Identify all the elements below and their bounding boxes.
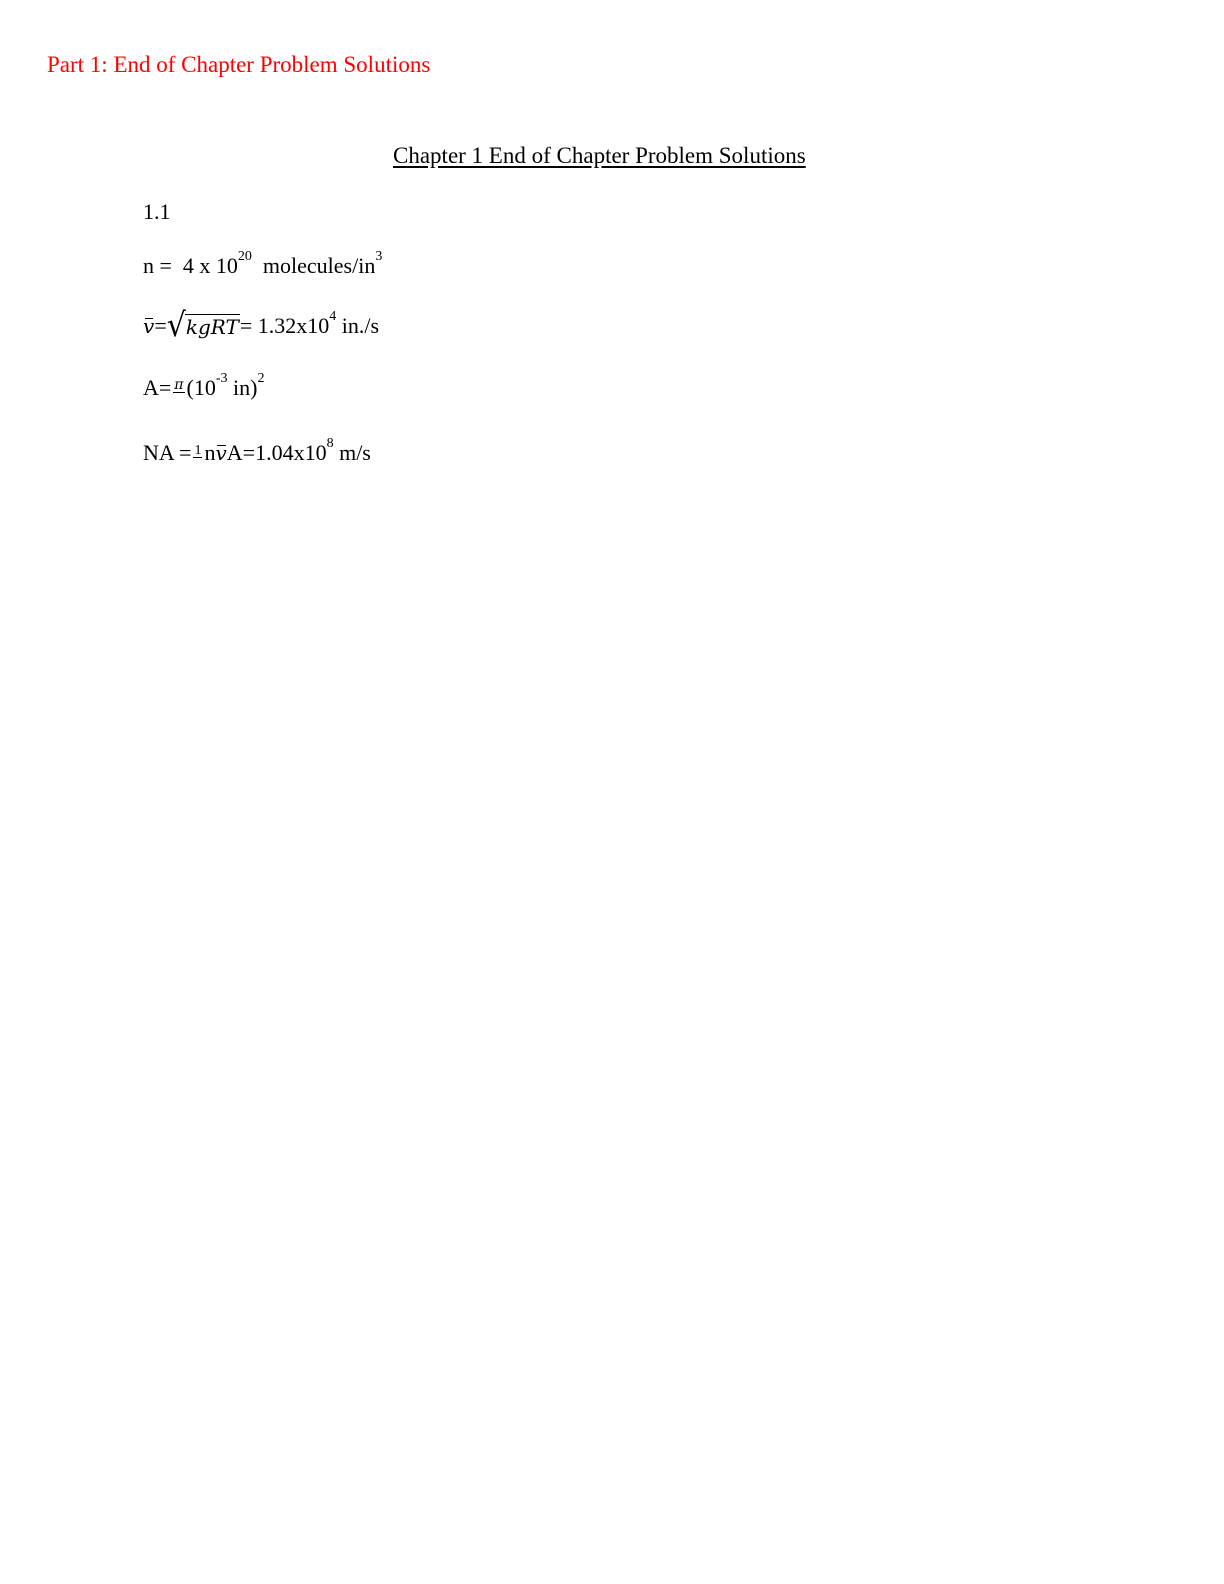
radical-sign: √ bbox=[166, 306, 186, 345]
eq4-velocity-bar: v bbox=[215, 441, 227, 465]
frac-bar bbox=[193, 457, 202, 466]
eq1-coef: 4 x 10 bbox=[182, 253, 238, 278]
eq2-exp: 4 bbox=[329, 309, 337, 324]
eq3-exp: -3 bbox=[215, 371, 228, 386]
eq1-unit-exp: 3 bbox=[375, 249, 383, 264]
frac-numerator: 1 bbox=[194, 442, 202, 458]
eq1-exp: 20 bbox=[237, 249, 252, 264]
frac-bar bbox=[173, 392, 184, 401]
eq2-result: = 1.32x10 bbox=[239, 313, 330, 338]
chapter-title: Chapter 1 End of Chapter Problem Solutions bbox=[393, 143, 806, 168]
equation-flux bbox=[143, 436, 371, 466]
eq2-unit: in./s bbox=[341, 313, 380, 338]
equation-mean-velocity bbox=[143, 306, 380, 345]
eq2-radicand: kgRT bbox=[185, 315, 239, 339]
eq3-unit: in) bbox=[233, 375, 258, 400]
eq4-exp: 8 bbox=[326, 436, 334, 451]
equation-number-density bbox=[143, 249, 383, 279]
eq1-lhs: n = bbox=[143, 253, 172, 278]
one-fraction bbox=[193, 444, 202, 466]
eq4-rest: A=1.04x10 bbox=[226, 440, 327, 465]
equation-area bbox=[143, 371, 265, 401]
eq3-base: (10 bbox=[186, 375, 216, 400]
eq1-unit: molecules/in bbox=[262, 253, 376, 278]
part-heading: Part 1: End of Chapter Problem Solutions bbox=[47, 52, 431, 77]
frac-numerator: π bbox=[174, 376, 184, 393]
pi-fraction bbox=[173, 376, 184, 401]
sqrt-expression bbox=[166, 306, 240, 345]
eq2-equals: = bbox=[154, 313, 167, 338]
eq4-unit: m/s bbox=[339, 440, 371, 465]
eq4-lhs: NA = bbox=[143, 440, 192, 465]
eq3-lhs: A= bbox=[143, 375, 172, 400]
eq4-n: n bbox=[204, 440, 216, 465]
problem-number: 1.1 bbox=[143, 199, 171, 224]
eq3-unit-exp: 2 bbox=[257, 371, 265, 386]
eq2-velocity-bar: v bbox=[143, 314, 155, 338]
